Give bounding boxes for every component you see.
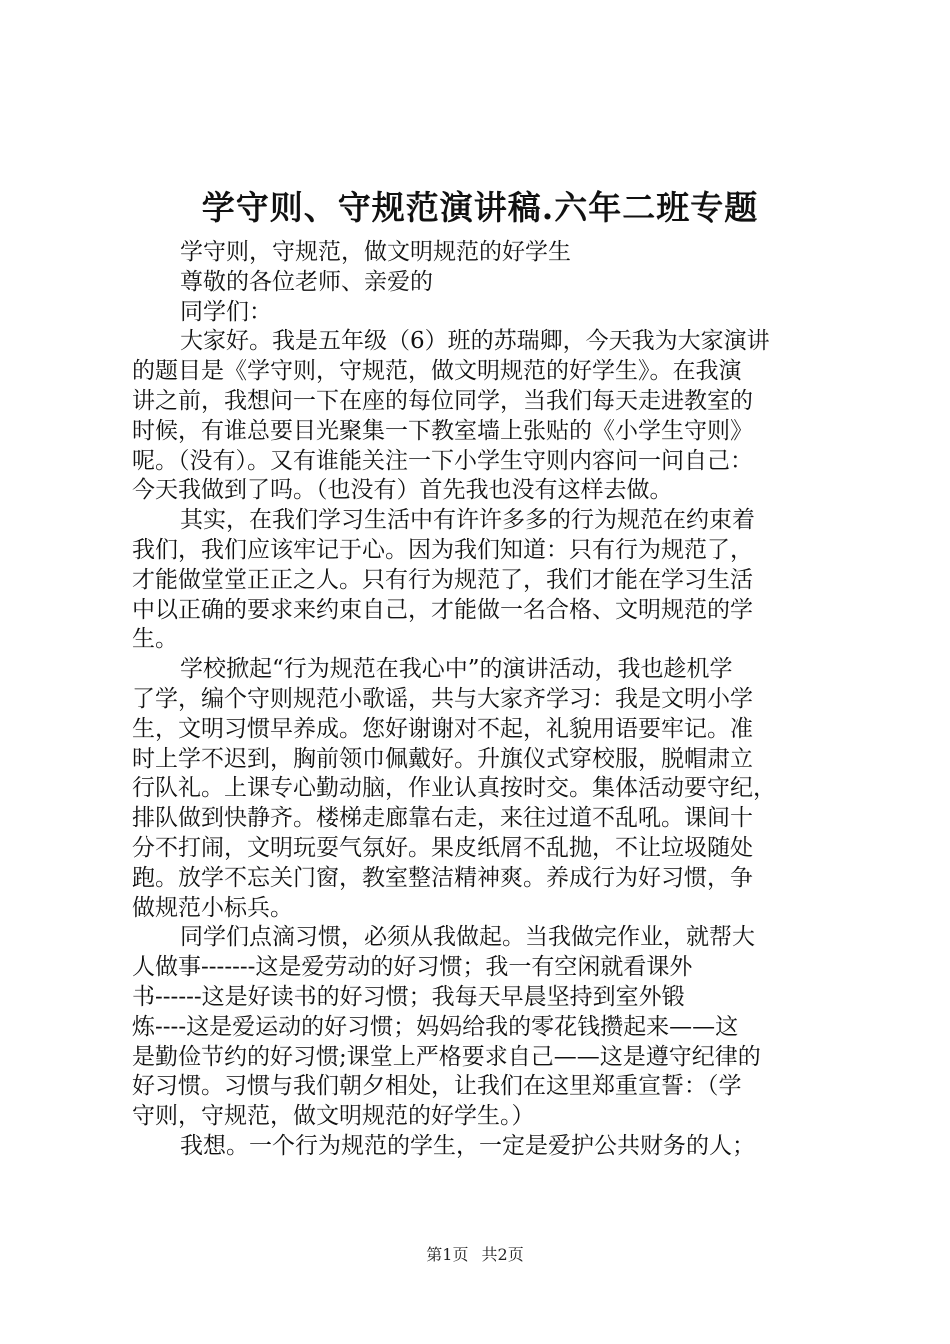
paragraph-line: 守则，守规范，做文明规范的好学生。） xyxy=(132,1103,535,1130)
paragraph-line: 是勤俭节约的好习惯;课堂上严格要求自己——这是遵守纪律的 xyxy=(132,1043,761,1070)
paragraph-line: 的题目是《学守则，守规范，做文明规范的好学生》。在我演 xyxy=(132,358,742,385)
paragraph-line: 同学们点滴习惯，必须从我做起。当我做完作业，就帮大 xyxy=(180,924,755,951)
paragraph-line: 了学，编个守则规范小歌谣，共与大家齐学习：我是文明小学 xyxy=(132,685,753,712)
paragraph-line: 时候，有谁总要目光聚集一下教室墙上张贴的《小学生守则》 xyxy=(132,417,753,444)
paragraph-line: 中以正确的要求来约束自己，才能做一名合格、文明规范的学 xyxy=(132,596,753,623)
paragraph-line: 学守则，守规范，做文明规范的好学生 xyxy=(180,239,571,265)
page-total: 共2页 xyxy=(481,1245,524,1264)
paragraph-line: 呢。（没有）。又有谁能关注一下小学生守则内容问一问自己： xyxy=(132,447,753,474)
paragraph-line: 其实，在我们学习生活中有许许多多的行为规范在约束着 xyxy=(180,507,755,534)
paragraph-line: 人做事-------这是爱劳动的好习惯；我一有空闲就看课外 xyxy=(132,954,693,981)
paragraph-line: 生，文明习惯早养成。您好谢谢对不起，礼貌用语要牢记。准 xyxy=(132,715,753,742)
paragraph-line: 学校掀起“行为规范在我心中”的演讲活动，我也趁机学 xyxy=(180,656,733,683)
paragraph-line: 同学们： xyxy=(180,298,272,325)
paragraph-line: 行队礼。上课专心勤动脑，作业认真按时交。集体活动要守纪， xyxy=(132,775,776,802)
paragraph-line: 大家好。我是五年级（6）班的苏瑞卿，今天我为大家演讲 xyxy=(180,328,770,355)
document-body xyxy=(132,238,832,1162)
paragraph-line: 才能做堂堂正正之人。只有行为规范了，我们才能在学习生活 xyxy=(132,566,753,593)
paragraph-line: 分不打闹，文明玩耍气氛好。果皮纸屑不乱抛，不让垃圾随处 xyxy=(132,834,753,861)
paragraph-line: 炼----这是爱运动的好习惯；妈妈给我的零花钱攒起来——这 xyxy=(132,1013,739,1040)
paragraph-line: 生。 xyxy=(132,626,178,653)
paragraph-line: 尊敬的各位老师、亲爱的 xyxy=(180,268,433,295)
document-title: 学守则、守规范演讲稿.六年二班专题 xyxy=(201,188,759,227)
paragraph-line: 跑。放学不忘关门窗，教室整洁精神爽。养成行为好习惯，争 xyxy=(132,864,753,891)
paragraph-line: 书------这是好读书的好习惯；我每天早晨坚持到室外锻 xyxy=(132,983,685,1010)
paragraph-line: 我想。一个行为规范的学生，一定是爱护公共财务的人； xyxy=(180,1132,755,1159)
paragraph-line: 讲之前，我想问一下在座的每位同学，当我们每天走进教室的 xyxy=(132,387,753,414)
paragraph-line: 今天我做到了吗。（也没有）首先我也没有这样去做。 xyxy=(132,477,673,504)
paragraph-line: 做规范小标兵。 xyxy=(132,894,293,921)
page-footer xyxy=(0,1244,950,1266)
paragraph-line: 排队做到快静齐。楼梯走廊靠右走，来往过道不乱吼。课间十 xyxy=(132,805,753,832)
paragraph-line: 时上学不迟到，胸前领巾佩戴好。升旗仪式穿校服，脱帽肃立 xyxy=(132,745,753,772)
paragraph-line: 好习惯。习惯与我们朝夕相处，让我们在这里郑重宣誓：（学 xyxy=(132,1073,742,1100)
paragraph-line: 我们，我们应该牢记于心。因为我们知道：只有行为规范了， xyxy=(132,536,753,563)
page-number: 第1页 xyxy=(426,1245,469,1264)
